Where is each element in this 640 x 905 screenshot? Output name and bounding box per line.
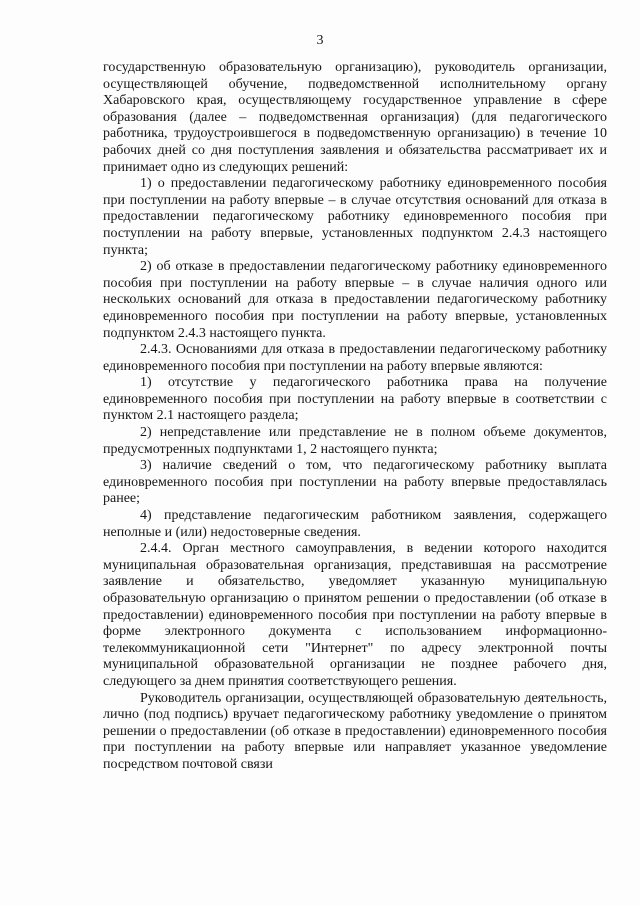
paragraph-decision-grant: 1) о предоставлении педагогическому работнику единовременного пособия при поступлении на работу впервые – в случае отсутствия оснований для отказа в предоставлении педагогическому работнику единовременного пособия при поступлении на работу впервые, установленных подпунктом 2.4.3 настоящего пункта; [103, 176, 607, 258]
paragraph-continuation: государственную образовательную организацию), руководитель организации, осуществляющей обучение, подведомственной исполнительному органу Хабаровского края, осуществляющему государственное управление в сфере образования (далее – подведомственная организация) (для педагогического работника, трудоустроившегося в подведомственную организацию) в течение 10 рабочих дней со дня поступления заявления и обязательства рассматривает их и принимает одно из следующих решений: [103, 60, 607, 175]
paragraph-decision-refuse: 2) об отказе в предоставлении педагогическому работнику единовременного пособия при поступлении на работу впервые – в случае наличия одного или нескольких оснований для отказа в предоставлении педагогическому работнику единовременного пособия при поступлении на работу впервые, установленных подпунктом 2.4.3 настоящего пункта. [103, 259, 607, 341]
paragraph-2-4-3: 2.4.3. Основаниями для отказа в предоставлении педагогическому работнику единовременного пособия при поступлении на работу впервые являются: [103, 342, 607, 374]
paragraph-2-4-4: 2.4.4. Орган местного самоуправления, в ведении которого находится муниципальная образовательная организация, представившая на рассмотрение заявление и обязательство, уведомляет указанную муниципальную образовательную организацию о принятом решении о предоставлении (об отказе в предоставлении) единовременного пособия при поступлении на работу впервые в форме электронного документа с использованием информационно-телекоммуникационной сети "Интернет" по адресу электронной почты муниципальной образовательной организации не позднее рабочего дня, следующего за днем принятия соответствующего решения. [103, 541, 607, 689]
paragraph-ground-4: 4) представление педагогическим работником заявления, содержащего неполные и (или) недостоверные сведения. [103, 508, 607, 540]
page-number: 3 [316, 33, 324, 48]
paragraph-ground-2: 2) непредставление или представление не в полном объеме документов, предусмотренных подпунктами 1, 2 настоящего пункта; [103, 425, 607, 457]
paragraph-ground-1: 1) отсутствие у педагогического работника права на получение единовременного пособия при поступлении на работу впервые в соответствии с пунктом 2.1 настоящего раздела; [103, 375, 607, 424]
paragraph-notification: Руководитель организации, осуществляющей образовательную деятельность, лично (под подпись) вручает педагогическому работнику уведомление о принятом решении о предоставлении (об отказе в предоставлении) единовременного пособия при поступлении на работу впервые или направляет указанное уведомление посредством почтовой связи [103, 690, 607, 772]
paragraph-ground-3: 3) наличие сведений о том, что педагогическому работнику выплата единовременного пособия при поступлении на работу впервые предоставлялась ранее; [103, 458, 607, 507]
document-body [103, 60, 607, 774]
